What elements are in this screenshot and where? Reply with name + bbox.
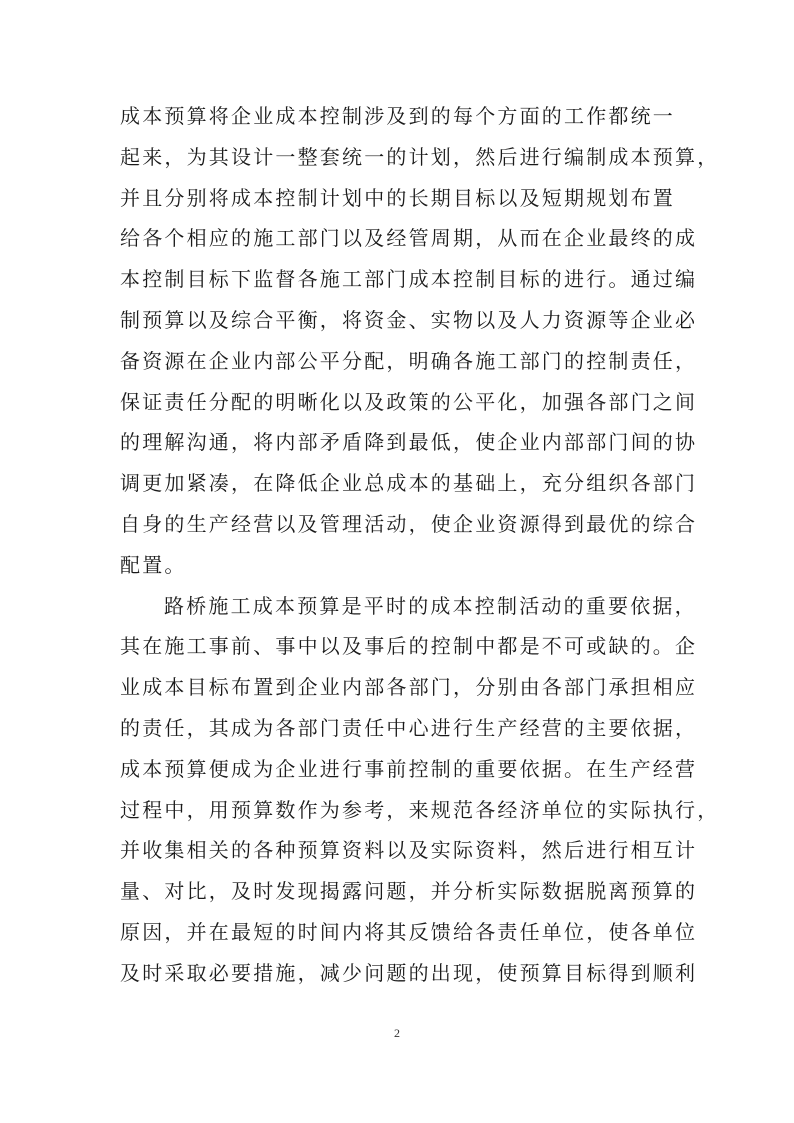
text-line: 的责任，其成为各部门责任中心进行生产经营的主要依据，	[120, 715, 698, 740]
text-line: 量、对比，及时发现揭露问题，并分析实际数据脱离预算的	[120, 879, 698, 904]
body-text	[120, 96, 720, 994]
text-line: 本控制目标下监督各施工部门成本控制目标的进行。通过编	[120, 267, 698, 292]
text-line: 给各个相应的施工部门以及经管周期，从而在企业最终的成	[120, 226, 698, 251]
text-line: 并且分别将成本控制计划中的长期目标以及短期规划布置	[120, 185, 675, 210]
text-line: 原因，并在最短的时间内将其反馈给各责任单位，使各单位	[120, 919, 698, 944]
text-line: 起来，为其设计一整套统一的计划，然后进行编制成本预算，	[120, 144, 720, 169]
text-line: 的理解沟通，将内部矛盾降到最低，使企业内部部门间的协	[120, 430, 698, 455]
paragraph-1	[120, 96, 720, 586]
text-line: 路桥施工成本预算是平时的成本控制活动的重要依据，	[164, 593, 697, 618]
text-line: 制预算以及综合平衡，将资金、实物以及人力资源等企业必	[120, 307, 698, 332]
text-line: 及时采取必要措施，减少问题的出现，使预算目标得到顺利	[120, 960, 698, 985]
text-line: 备资源在企业内部公平分配，明确各施工部门的控制责任，	[120, 348, 698, 373]
text-line: 成本预算便成为企业进行事前控制的重要依据。在生产经营	[120, 756, 698, 781]
text-line: 成本预算将企业成本控制涉及到的每个方面的工作都统一	[120, 104, 675, 128]
text-line: 配置。	[120, 552, 187, 577]
paragraph-2	[120, 586, 720, 994]
text-line: 过程中，用预算数作为参考，来规范各经济单位的实际执行，	[120, 797, 720, 822]
text-line: 其在施工事前、事中以及事后的控制中都是不可或缺的。企	[120, 634, 698, 659]
text-line: 自身的生产经营以及管理活动，使企业资源得到最优的综合	[120, 511, 698, 536]
page-number: 2	[394, 1026, 400, 1040]
text-line: 保证责任分配的明晰化以及政策的公平化，加强各部门之间	[120, 389, 698, 414]
text-line: 调更加紧凑，在降低企业总成本的基础上，充分组织各部门	[120, 471, 698, 496]
text-line: 并收集相关的各种预算资料以及实际资料，然后进行相互计	[120, 838, 698, 863]
text-line: 业成本目标布置到企业内部各部门，分别由各部门承担相应	[120, 675, 698, 700]
